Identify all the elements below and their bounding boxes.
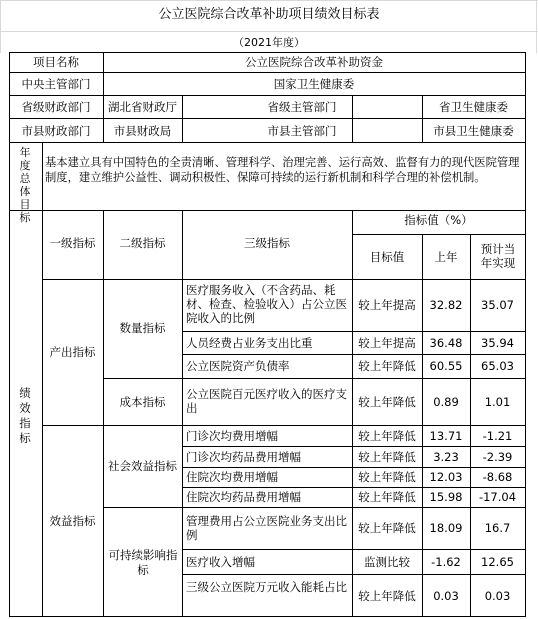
province-finance-label: 省级财政部门 xyxy=(21,100,91,114)
table-border xyxy=(182,549,526,550)
indicator-name: 医疗收入增幅 xyxy=(186,555,255,569)
overall-goal-text: 基本建立具有中国特色的全责清晰、管理科学、治理完善、运行高效、监督有力的现代医院管理制度，建立维护公益性、调动积极性、保障可持续的运行新机制和科学合理的补偿机制。 xyxy=(45,156,520,184)
indicator-target: 较上年提高 xyxy=(358,336,416,350)
indicator-name: 公立医院百元医疗收入的医疗支出 xyxy=(186,387,347,415)
indicator-target: 较上年降低 xyxy=(358,429,416,443)
city-dept-label: 市县主管部门 xyxy=(267,124,337,138)
indicator-expected: 35.94 xyxy=(481,336,514,350)
indicator-target: 较上年降低 xyxy=(358,589,416,603)
indicator-name: 管理费用占公立医院业务支出比例 xyxy=(186,514,347,542)
project-name-value: 公立医院综合改革补助资金 xyxy=(245,55,383,69)
indicator-expected: 12.65 xyxy=(481,555,514,569)
header-level3: 三级指标 xyxy=(244,236,290,250)
indicator-last-year: 32.82 xyxy=(429,298,463,312)
indicator-expected: 16.7 xyxy=(484,521,511,535)
indicator-name: 门诊次均费用增幅 xyxy=(186,429,278,443)
indicator-name: 住院次均药品费用增幅 xyxy=(186,490,301,504)
header-value-group: 指标值（%） xyxy=(404,213,473,227)
indicator-name: 三级公立医院万元收入能耗占比 xyxy=(186,580,347,594)
central-dept-value: 国家卫生健康委 xyxy=(273,77,355,91)
indicator-expected: -17.04 xyxy=(478,490,517,504)
indicator-last-year: 0.03 xyxy=(433,589,459,603)
city-finance-label: 市县财政部门 xyxy=(21,124,91,138)
indicator-target: 监测比较 xyxy=(364,555,410,569)
indicator-name: 人员经费占业务支出比重 xyxy=(186,336,313,350)
indicator-last-year: 36.48 xyxy=(429,336,463,350)
project-name-label: 项目名称 xyxy=(33,55,79,69)
gridline xyxy=(0,0,538,1)
indicator-expected: -2.39 xyxy=(482,450,513,464)
table-border xyxy=(103,507,526,508)
group-cost: 成本指标 xyxy=(119,395,166,409)
group-social: 社会效益指标 xyxy=(108,459,177,473)
indicator-last-year: 60.55 xyxy=(429,359,463,373)
indicator-last-year: -1.62 xyxy=(431,555,461,569)
indicator-last-year: 18.09 xyxy=(429,521,463,535)
group-benefit: 效益指标 xyxy=(49,514,96,528)
indicator-last-year: 0.89 xyxy=(433,395,459,409)
indicator-name: 医疗服务收入（不含药品、耗材、检查、检验收入）占公立医院收入的比例 xyxy=(186,283,347,325)
indicator-expected: 35.07 xyxy=(481,298,514,312)
province-finance-value: 湖北省财政厅 xyxy=(108,100,177,114)
header-last-year: 上年 xyxy=(434,250,458,264)
indicator-name: 住院次均费用增幅 xyxy=(186,470,278,484)
indicator-last-year: 13.71 xyxy=(429,429,463,443)
indicator-expected: 0.03 xyxy=(484,589,511,603)
gridline xyxy=(0,31,538,32)
table-border xyxy=(182,467,526,468)
group-sustain: 可持续影响指标 xyxy=(108,548,178,577)
table-border xyxy=(103,378,526,379)
indicator-expected: -1.21 xyxy=(482,429,513,443)
group-quantity: 数量指标 xyxy=(119,321,166,335)
table-border xyxy=(182,210,183,617)
indicator-expected: 65.03 xyxy=(481,359,514,373)
table-border xyxy=(352,234,526,235)
indicator-target: 较上年降低 xyxy=(358,359,416,373)
table-border xyxy=(9,95,526,96)
central-dept-label: 中央主管部门 xyxy=(21,77,91,91)
overall-goal-label: 年度总体目标 xyxy=(19,146,31,224)
indicator-last-year: 12.03 xyxy=(429,470,463,484)
table-border xyxy=(9,52,526,53)
performance-indicator-label: 绩效指标 xyxy=(19,386,31,445)
table-border xyxy=(182,574,526,575)
table-border xyxy=(9,210,526,211)
group-output: 产出指标 xyxy=(49,345,96,359)
indicator-target: 较上年提高 xyxy=(358,298,416,312)
indicator-last-year: 3.23 xyxy=(433,450,459,464)
indicator-expected: -8.68 xyxy=(482,470,513,484)
table-border xyxy=(182,331,526,332)
indicator-target: 较上年降低 xyxy=(358,521,416,535)
indicator-name: 门诊次均药品费用增幅 xyxy=(186,450,301,464)
table-border xyxy=(9,118,526,119)
header-level1: 一级指标 xyxy=(49,236,96,250)
table-border xyxy=(182,487,526,488)
indicator-target: 较上年降低 xyxy=(358,450,416,464)
table-border xyxy=(103,210,104,617)
city-finance-value: 市县财政局 xyxy=(113,124,172,138)
indicator-name: 公立医院资产负债率 xyxy=(186,359,290,373)
province-dept-value: 省卫生健康委 xyxy=(439,100,508,114)
table-title: 公立医院综合改革补助项目绩效目标表 xyxy=(158,7,380,22)
header-target: 目标值 xyxy=(369,250,405,264)
indicator-last-year: 15.98 xyxy=(429,490,463,504)
table-border xyxy=(9,616,526,617)
table-border xyxy=(42,425,526,426)
header-level2: 二级指标 xyxy=(119,236,166,250)
year-label: （2021年度） xyxy=(233,36,305,49)
province-dept-label: 省级主管部门 xyxy=(267,100,337,114)
indicator-target: 较上年降低 xyxy=(358,395,416,409)
table-border xyxy=(42,142,43,617)
table-border xyxy=(42,279,526,280)
table-border xyxy=(182,354,526,355)
header-expected: 预计当年实现 xyxy=(480,242,516,270)
indicator-target: 较上年降低 xyxy=(358,470,416,484)
indicator-expected: 1.01 xyxy=(484,395,511,409)
table-border xyxy=(9,72,526,73)
indicator-target: 较上年降低 xyxy=(358,490,416,504)
table-border xyxy=(9,142,526,143)
city-dept-value: 市县卫生健康委 xyxy=(433,124,514,138)
table-border xyxy=(182,446,526,447)
table-border xyxy=(525,52,526,617)
